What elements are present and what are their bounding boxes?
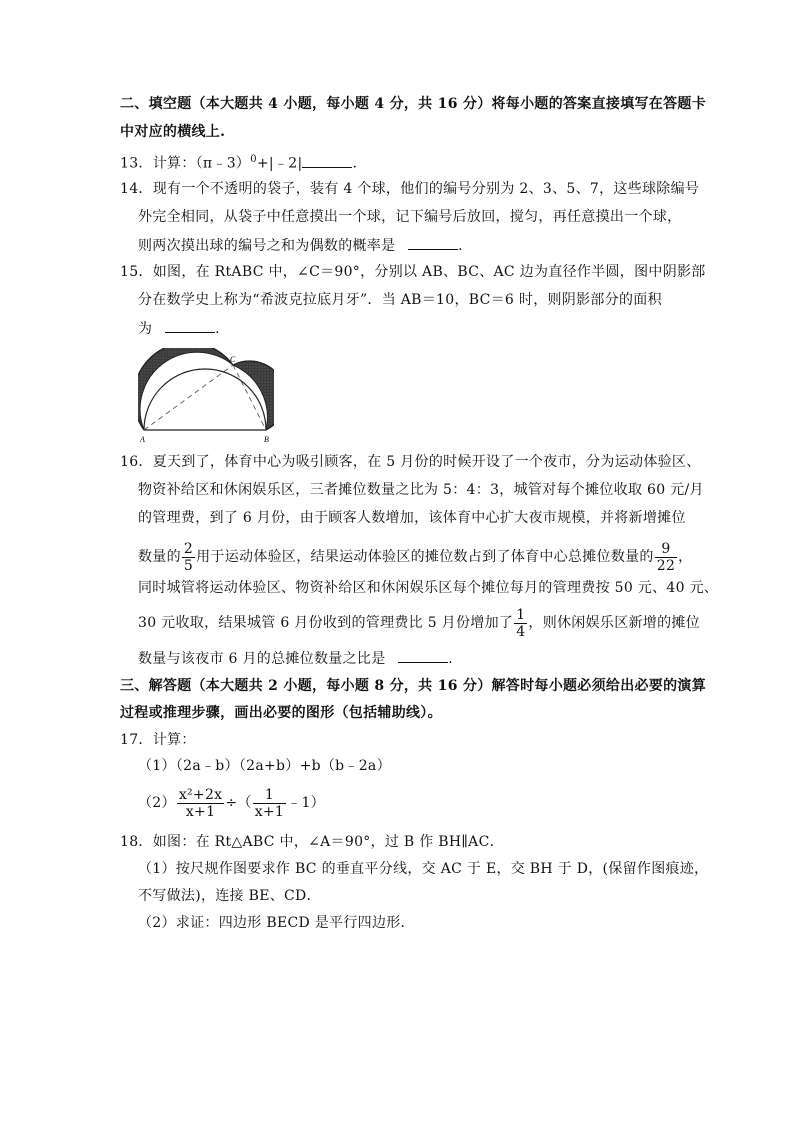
label-c: C xyxy=(230,355,236,364)
q14-line3 xyxy=(138,235,463,256)
fraction-1-over-x1 xyxy=(253,787,286,820)
fraction-x2-2x-over-x1 xyxy=(177,787,225,820)
q15-line2: 分在数学史上称为“希波克拉底月牙”．当 AB＝10，BC＝6 时，则阴影部分的面积 xyxy=(138,292,662,308)
frac-den: x+1 xyxy=(254,803,285,820)
q18-line3: 不写做法)，连接 BE、CD． xyxy=(138,888,321,904)
section3-heading-line2: 过程或推理步骤，画出必要的图形（包括辅助线）。 xyxy=(120,705,442,721)
fraction-1-4 xyxy=(514,607,527,640)
q17-part2-op: ÷（ xyxy=(225,795,252,811)
q14-line2: 外完全相同，从袋子中任意摸出一个球，记下编号后放回，搅匀，再任意摸出一个球， xyxy=(138,209,682,225)
answer-blank[interactable] xyxy=(302,153,352,168)
semicircle-ab xyxy=(144,369,266,430)
q18-line2: （1）按尺规作图要求作 BC 的垂直平分线，交 AC 于 E，交 BH 于 D，(保留作图痕迹， xyxy=(138,861,709,877)
q13-rest: +|﹣2| xyxy=(256,155,303,172)
answer-blank[interactable] xyxy=(398,648,448,663)
q17-part2-label: （2） xyxy=(138,795,176,811)
q18-line1: 18．如图：在 Rt△ABC 中，∠A＝90°，过 B 作 BH∥AC． xyxy=(120,834,504,850)
q13-exponent: 0 xyxy=(250,154,257,165)
q16-end: . xyxy=(448,651,454,667)
q17-part2 xyxy=(138,783,325,823)
q16-line4b: 用于运动体验区，结果运动体验区的摊位数占到了体育中心总摊位数量的 xyxy=(196,549,654,565)
question-13 xyxy=(120,150,357,174)
q16-line7 xyxy=(138,648,453,669)
label-a: A xyxy=(140,435,145,444)
q16-line4c: ， xyxy=(678,549,693,565)
q15-line3 xyxy=(138,318,220,339)
label-b: B xyxy=(264,435,269,444)
fraction-9-22 xyxy=(655,541,677,574)
q15-line1: 15．如图，在 RtABC 中，∠C＝90°，分别以 AB、BC、AC 边为直径作半圆，图中阴影部 xyxy=(120,264,706,280)
frac-den: x+1 xyxy=(185,803,216,820)
section3-heading-line1: 三、解答题（本大题共 2 小题，每小题 8 分，共 16 分）解答时每小题必须给出必要的演算 xyxy=(120,678,707,694)
q17-part2-end: ﹣1） xyxy=(287,795,325,811)
q13-end: . xyxy=(352,155,358,172)
q16-line7-text: 数量与该夜市 6 月的总摊位数量之比是 xyxy=(138,651,386,667)
q16-line6 xyxy=(138,603,700,643)
q16-line4 xyxy=(138,537,692,577)
q16-line6b: ，则休闲娱乐区新增的摊位 xyxy=(528,615,701,631)
frac-num: x²+2x xyxy=(178,786,223,803)
frac-den: 4 xyxy=(516,623,526,640)
hippocrates-lune-figure xyxy=(138,348,274,444)
q16-line2: 物资补给区和休闲娱乐区，三者摊位数量之比为 5：4：3，城管对每个摊位收取 60 元/月 xyxy=(138,482,704,498)
frac-num: 9 xyxy=(655,541,677,558)
q14-end: . xyxy=(458,238,463,254)
q15-end: . xyxy=(215,321,220,337)
q16-line6a: 30 元收取，结果城管 6 月份收到的管理费比 5 月份增加了 xyxy=(138,615,514,631)
frac-den: 5 xyxy=(183,557,194,574)
fraction-2-5 xyxy=(182,541,195,574)
q17-title: 17．计算： xyxy=(120,732,196,748)
q18-line4: （2）求证：四边形 BECD 是平行四边形． xyxy=(138,915,415,931)
section2-heading-line1: 二、填空题（本大题共 4 小题，每小题 4 分，共 16 分）将每小题的答案直接填写在答题卡 xyxy=(120,96,707,112)
frac-num: 2 xyxy=(183,540,194,557)
frac-den: 22 xyxy=(656,557,676,574)
frac-num: 1 xyxy=(253,787,286,804)
q17-part1: （1）（2a﹣b）（2a+b）+b（b﹣2a） xyxy=(138,758,391,774)
q14-line1: 14．现有一个不透明的袋子，装有 4 个球，他们的编号分别为 2、3、5、7，这些球除编号 xyxy=(120,181,700,197)
q16-line5: 同时城管将运动体验区、物资补给区和休闲娱乐区每个摊位每月的管理费按 50 元、40 元、 xyxy=(138,580,719,596)
frac-num: 1 xyxy=(516,606,526,623)
q16-line4a: 数量的 xyxy=(138,549,181,565)
q15-line3-text: 为 xyxy=(138,321,153,337)
q14-line3-text: 则两次摸出球的编号之和为偶数的概率是 xyxy=(138,238,396,254)
q13-prefix: 13．计算：（π﹣3） xyxy=(120,155,251,172)
answer-blank[interactable] xyxy=(165,318,215,333)
section2-heading-line2: 中对应的横线上. xyxy=(120,124,226,140)
q16-line3: 的管理费，到了 6 月份，由于顾客人数增加，该体育中心扩大夜市规模，并将新增摊位 xyxy=(138,510,686,526)
answer-blank[interactable] xyxy=(408,235,458,250)
q16-line1: 16．夏天到了，体育中心为吸引顾客，在 5 月份的时候开设了一个夜市，分为运动体验区、 xyxy=(120,454,701,470)
